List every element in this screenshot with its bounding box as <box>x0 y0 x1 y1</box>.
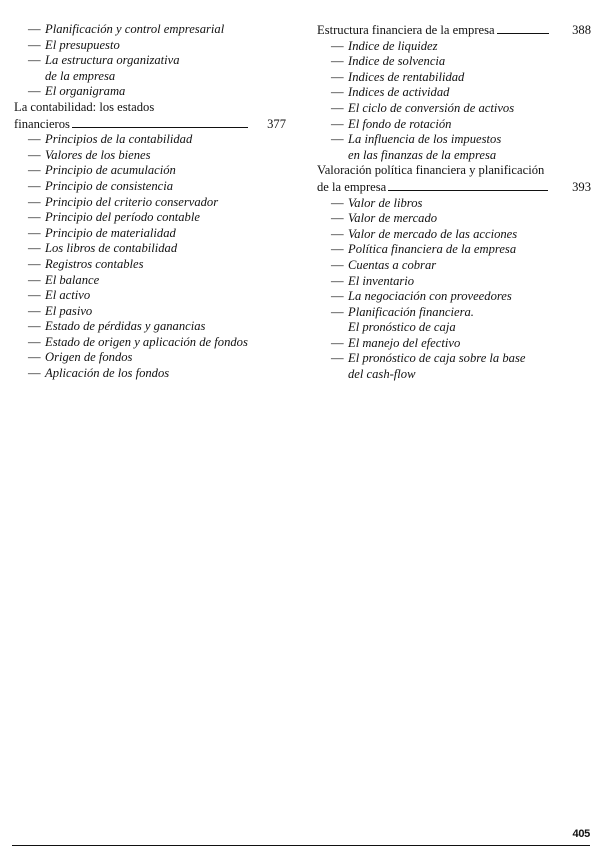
subentry-text: Valor de mercado de las acciones <box>348 226 518 241</box>
dash-bullet: — <box>331 242 344 257</box>
toc-subentry <box>317 70 591 86</box>
leader-rule <box>72 116 248 128</box>
subentry-text: La estructura organizativa <box>45 53 180 68</box>
subentry-text: Principio de consistencia <box>45 178 174 193</box>
toc-subentry <box>317 101 591 117</box>
page-number: 405 <box>572 828 590 840</box>
subentry-text-continued: en las finanzas de la empresa <box>348 147 497 162</box>
dash-bullet: — <box>28 37 41 52</box>
subentry-text: Principio del criterio conservador <box>45 194 219 209</box>
toc-subentry <box>14 22 286 38</box>
toc-subentry <box>14 195 286 211</box>
subentry-text: El pronóstico de caja sobre la base <box>348 351 526 366</box>
dash-bullet: — <box>331 100 344 115</box>
dash-bullet: — <box>331 304 344 319</box>
toc-subentry <box>14 273 286 289</box>
dash-bullet: — <box>28 288 41 303</box>
section-title-line1: Valoración política financiera y planificación <box>317 163 545 178</box>
toc-subentry <box>317 39 591 55</box>
dash-bullet: — <box>331 195 344 210</box>
section-heading-valoracion <box>317 163 591 195</box>
subentry-text-continued: El pronóstico de caja <box>348 320 456 335</box>
section-items-estructura <box>317 39 591 164</box>
section-title-line1: La contabilidad: los estados <box>14 99 155 114</box>
dash-bullet: — <box>331 351 344 366</box>
subentry-text: Registros contables <box>45 256 144 271</box>
dash-bullet: — <box>331 69 344 84</box>
right-column <box>317 22 591 383</box>
subentry-text: Origen de fondos <box>45 350 133 365</box>
dash-bullet: — <box>28 210 41 225</box>
dash-bullet: — <box>28 272 41 287</box>
leader-rule <box>497 22 549 34</box>
toc-subentry <box>14 148 286 164</box>
subentry-text: Valor de libros <box>348 195 423 210</box>
toc-subentry <box>317 117 591 133</box>
dash-bullet: — <box>331 38 344 53</box>
dash-bullet: — <box>28 350 41 365</box>
section-page-ref: 388 <box>572 23 591 37</box>
subentry-text: Principio del período contable <box>45 210 200 225</box>
dash-bullet: — <box>331 211 344 226</box>
toc-subentry <box>14 84 286 100</box>
section-title: Estructura financiera de la empresa <box>317 23 495 37</box>
dash-bullet: — <box>331 116 344 131</box>
subentry-text: Planificación y control empresarial <box>45 22 225 36</box>
dash-bullet: — <box>28 319 41 334</box>
toc-subentry <box>317 196 591 212</box>
leader-rule <box>388 179 548 191</box>
toc-subentry <box>14 319 286 335</box>
dash-bullet: — <box>28 178 41 193</box>
toc-subentry <box>14 241 286 257</box>
dash-bullet: — <box>28 334 41 349</box>
dash-bullet: — <box>28 366 41 381</box>
subentry-text: Indice de solvencia <box>348 54 446 69</box>
subentry-text-continued: de la empresa <box>45 68 116 83</box>
subentry-text: El presupuesto <box>45 37 120 52</box>
subentry-text: Aplicación de los fondos <box>45 366 170 381</box>
section-items-contabilidad <box>14 132 286 382</box>
section-title-line2: financieros <box>14 116 70 131</box>
subentry-text: Indice de liquidez <box>348 38 438 53</box>
dash-bullet: — <box>331 54 344 69</box>
dash-bullet: — <box>331 273 344 288</box>
subentry-text: El organigrama <box>45 84 126 99</box>
subentry-text: Los libros de contabilidad <box>45 241 178 256</box>
subentry-text: Valor de mercado <box>348 211 438 226</box>
toc-subentry <box>317 351 591 382</box>
dash-bullet: — <box>28 163 41 178</box>
section-heading-contabilidad <box>14 100 286 132</box>
section-title-line2: de la empresa <box>317 179 387 194</box>
dash-bullet: — <box>28 303 41 318</box>
subentry-text: Indices de actividad <box>348 85 450 100</box>
toc-subentry <box>317 54 591 70</box>
toc-subentry <box>14 335 286 351</box>
dash-bullet: — <box>28 147 41 162</box>
section-items-valoracion <box>317 196 591 383</box>
dash-bullet: — <box>28 84 41 99</box>
toc-subentry <box>14 179 286 195</box>
dash-bullet: — <box>28 53 41 68</box>
dash-bullet: — <box>331 226 344 241</box>
subentry-text: El fondo de rotación <box>348 116 452 131</box>
dash-bullet: — <box>28 194 41 209</box>
subentry-text: Principio de materialidad <box>45 225 176 240</box>
subentry-text: Principio de acumulación <box>45 163 176 178</box>
toc-subentry <box>317 227 591 243</box>
dash-bullet: — <box>28 225 41 240</box>
dash-bullet: — <box>28 241 41 256</box>
toc-subentry <box>14 350 286 366</box>
dash-bullet: — <box>331 257 344 272</box>
left-column <box>14 22 286 382</box>
toc-subentry <box>14 226 286 242</box>
dash-bullet: — <box>28 132 41 147</box>
toc-subentry <box>14 257 286 273</box>
toc-subentry <box>317 289 591 305</box>
dash-bullet: — <box>331 132 344 147</box>
toc-subentry <box>317 305 591 336</box>
dash-bullet: — <box>331 289 344 304</box>
footer-rule <box>12 845 590 846</box>
section-page-ref: 393 <box>572 179 591 194</box>
subentry-text-continued: del cash-flow <box>348 367 416 382</box>
intro-list <box>14 22 286 100</box>
toc-subentry <box>14 163 286 179</box>
subentry-text: El inventario <box>348 273 415 288</box>
subentry-text: Cuentas a cobrar <box>348 257 437 272</box>
subentry-text: El ciclo de conversión de activos <box>348 100 515 115</box>
subentry-text: Planificación financiera. <box>348 304 474 319</box>
subentry-text: La negociación con proveedores <box>348 289 512 304</box>
toc-subentry <box>14 304 286 320</box>
subentry-text: Valores de los bienes <box>45 147 151 162</box>
subentry-text: Principios de la contabilidad <box>45 132 193 147</box>
toc-subentry <box>317 132 591 163</box>
dash-bullet: — <box>28 22 41 36</box>
section-heading-estructura <box>317 22 591 39</box>
subentry-text: Estado de pérdidas y ganancias <box>45 319 206 334</box>
toc-subentry <box>14 366 286 382</box>
dash-bullet: — <box>331 335 344 350</box>
subentry-text: El balance <box>45 272 100 287</box>
toc-subentry <box>317 258 591 274</box>
toc-subentry <box>14 53 286 84</box>
toc-subentry <box>14 210 286 226</box>
toc-subentry <box>14 288 286 304</box>
toc-subentry <box>317 242 591 258</box>
toc-subentry <box>317 211 591 227</box>
section-page-ref: 377 <box>267 116 286 131</box>
subentry-text: La influencia de los impuestos <box>348 132 502 147</box>
toc-subentry <box>14 132 286 148</box>
subentry-text: El activo <box>45 288 91 303</box>
subentry-text: El manejo del efectivo <box>348 335 461 350</box>
subentry-text: Política financiera de la empresa <box>348 242 517 257</box>
dash-bullet: — <box>331 85 344 100</box>
toc-subentry <box>317 85 591 101</box>
toc-subentry <box>317 336 591 352</box>
dash-bullet: — <box>28 256 41 271</box>
subentry-text: Indices de rentabilidad <box>348 69 465 84</box>
subentry-text: Estado de origen y aplicación de fondos <box>45 334 248 349</box>
subentry-text: El pasivo <box>45 303 93 318</box>
toc-subentry <box>14 38 286 54</box>
toc-subentry <box>317 274 591 290</box>
